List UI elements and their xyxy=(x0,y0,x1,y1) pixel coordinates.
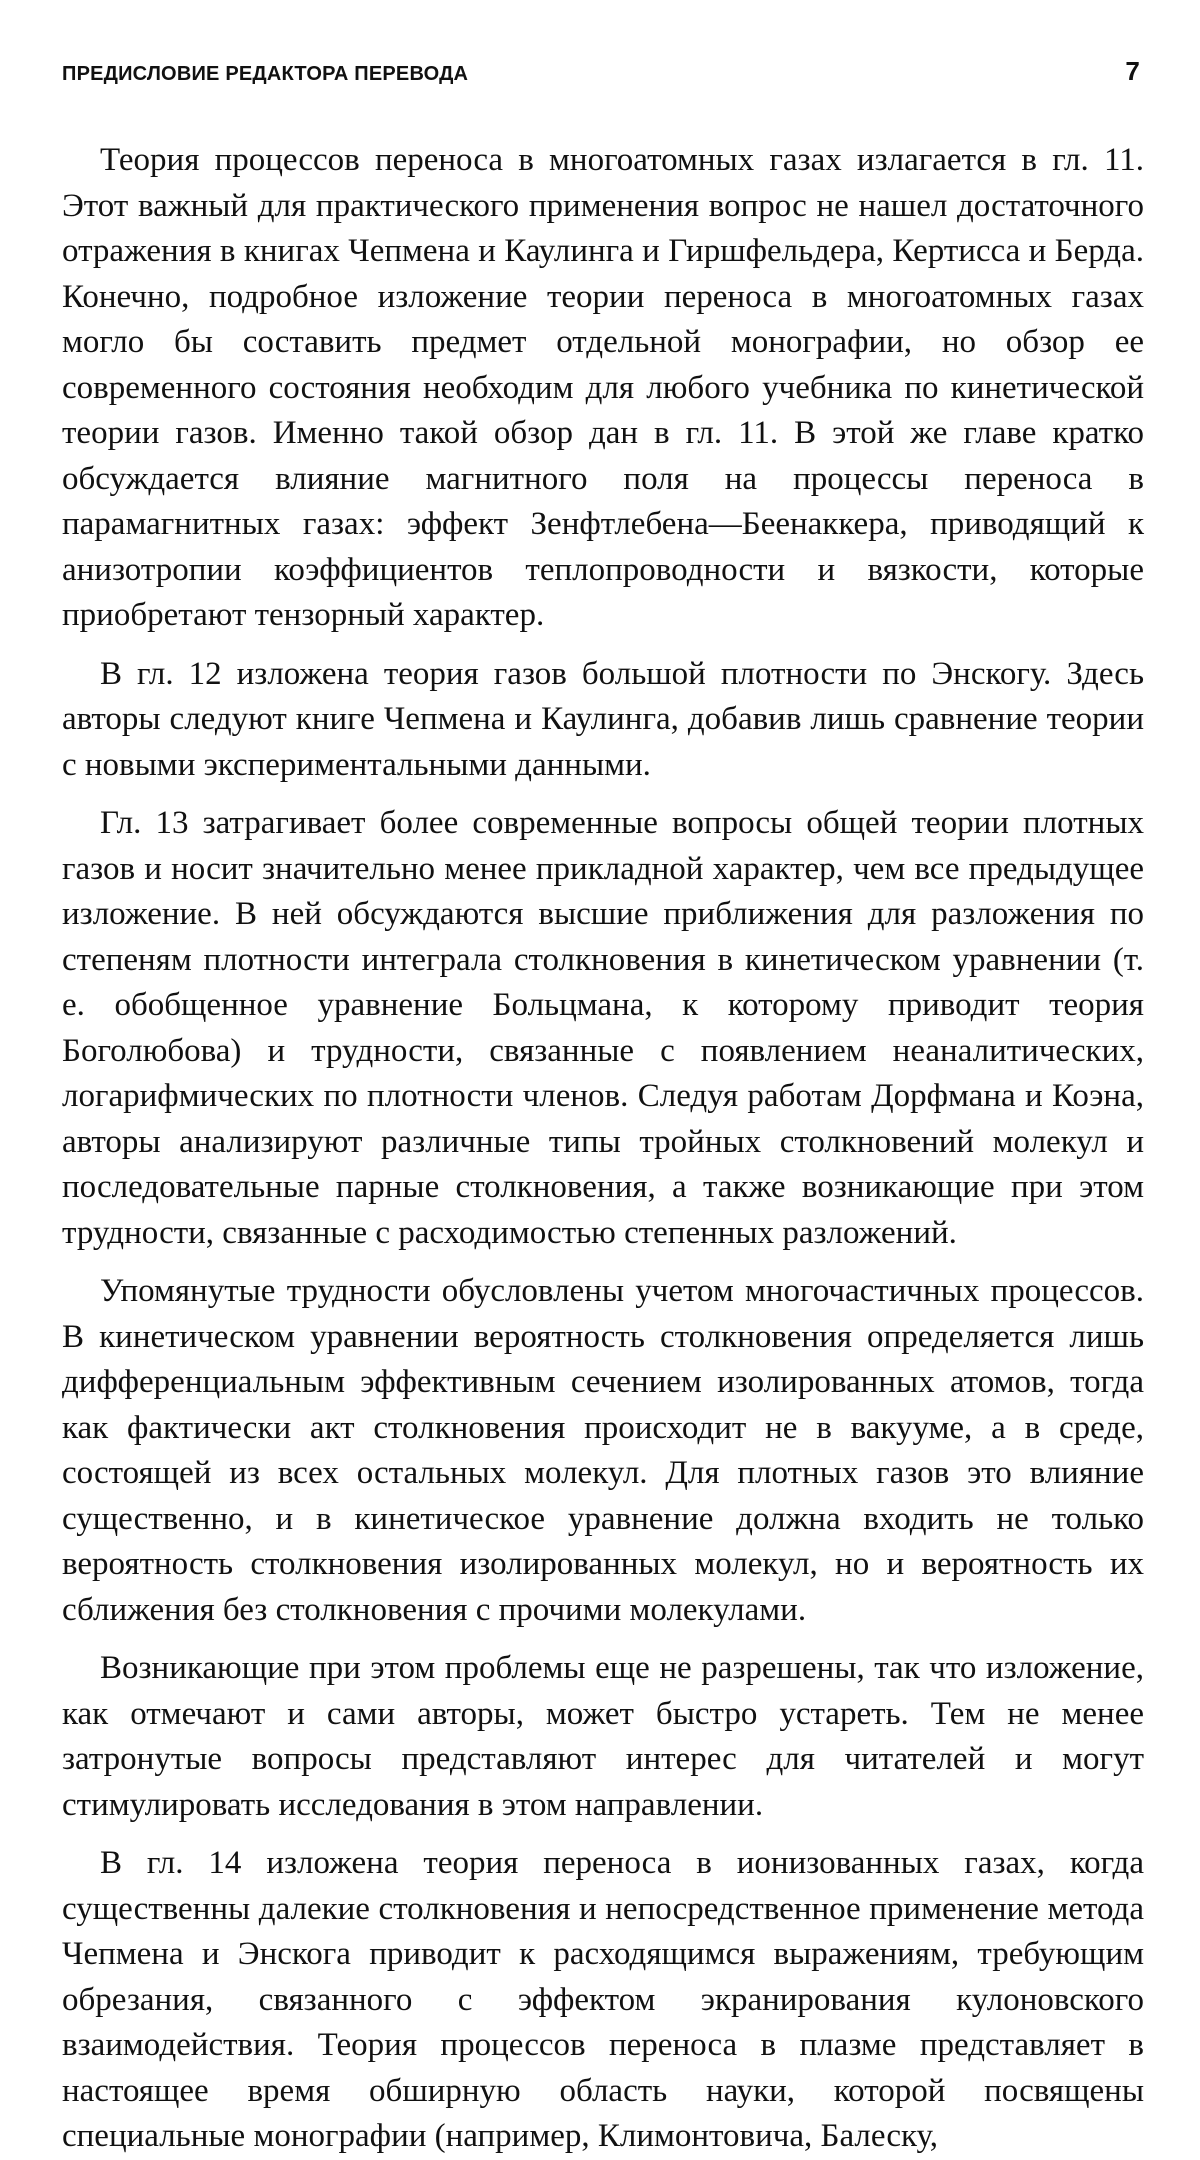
paragraph-chapter-13: Гл. 13 затрагивает более современные вопросы общей теории плотных газов и носит значительно менее прикладной характер, чем все предыдущее изложение. В ней обсуждаются высшие приближения для разложения по степеням плотности интеграла столкновения в кинетическом уравнении (т. е. обобщенное уравнение Больцмана, к которому приводит теория Боголюбова) и трудности, связанные с появлением неаналитических, логарифмических по плотности членов. Следуя работам Дорфмана и Коэна, авторы анализируют различные типы тройных столкновений молекул и последовательные парные столкновения, а также возникающие при этом трудности, связанные с расходимостью степенных разложений. xyxy=(62,805,1144,1251)
paragraph-chapter-12: В гл. 12 изложена теория газов большой плотности по Энскогу. Здесь авторы следуют книге Чепмена и Каулинга, добавив лишь сравнение теории с новыми экспериментальными данными. xyxy=(62,655,1144,783)
paragraph-many-particle: Упомянутые трудности обусловлены учетом многочастичных процессов. В кинетическом уравнении вероятность столкновения определяется лишь дифференциальным эффективным сечением изолированных атомов, тогда как фактически акт столкновения происходит не в вакууме, а в среде, состоящей из всех остальных молекул. Для плотных газов это влияние существенно, и в кинетическое уравнение должна входить не только вероятность столкновения изолированных молекул, но и вероятность их сближения без столкновения с прочими молекулами. xyxy=(62,1273,1144,1628)
paragraph-chapter-11: Теория процессов переноса в многоатомных газах излагается в гл. 11. Этот важный для практического применения вопрос не нашел достаточного отражения в книгах Чепмена и Каулинга и Гиршфельдера, Кертисса и Берда. Конечно, подробное изложение теории переноса в многоатомных газах могло бы составить предмет отдельной монографии, но обзор ее современного состояния необходим для любого учебника по кинетической теории газов. Именно такой обзор дан в гл. 11. В этой же главе кратко обсуждается влияние магнитного поля на процессы переноса в парамагнитных газах: эффект Зенфтлебена—Беенаккера, приводящий к анизотропии коэффициентов теплопроводности и вязкости, которые приобретают тензорный характер. xyxy=(62,142,1144,633)
running-head xyxy=(62,56,1144,96)
paragraph-open-problems: Возникающие при этом проблемы еще не разрешены, так что изложение, как отмечают и сами авторы, может быстро устареть. Тем не менее затронутые вопросы представляют интерес для читателей и могут стимулировать исследования в этом направлении. xyxy=(62,1650,1144,1823)
paragraph-chapter-14: В гл. 14 изложена теория переноса в ионизованных газах, когда существенны далекие столкновения и непосредственное применение метода Чепмена и Энскога приводит к расходящимся выражениям, требующим обрезания, связанного с эффектом экранирования кулоновского взаимодействия. Теория процессов переноса в плазме представляет в настоящее время обширную область науки, которой посвящены специальные монографии (например, Климонтовича, Балеску, xyxy=(62,1845,1144,2154)
body-text xyxy=(62,138,1144,2160)
running-head-title: ПРЕДИСЛОВИЕ РЕДАКТОРА ПЕРЕВОДА xyxy=(62,63,469,85)
page-number: 7 xyxy=(1125,56,1140,86)
